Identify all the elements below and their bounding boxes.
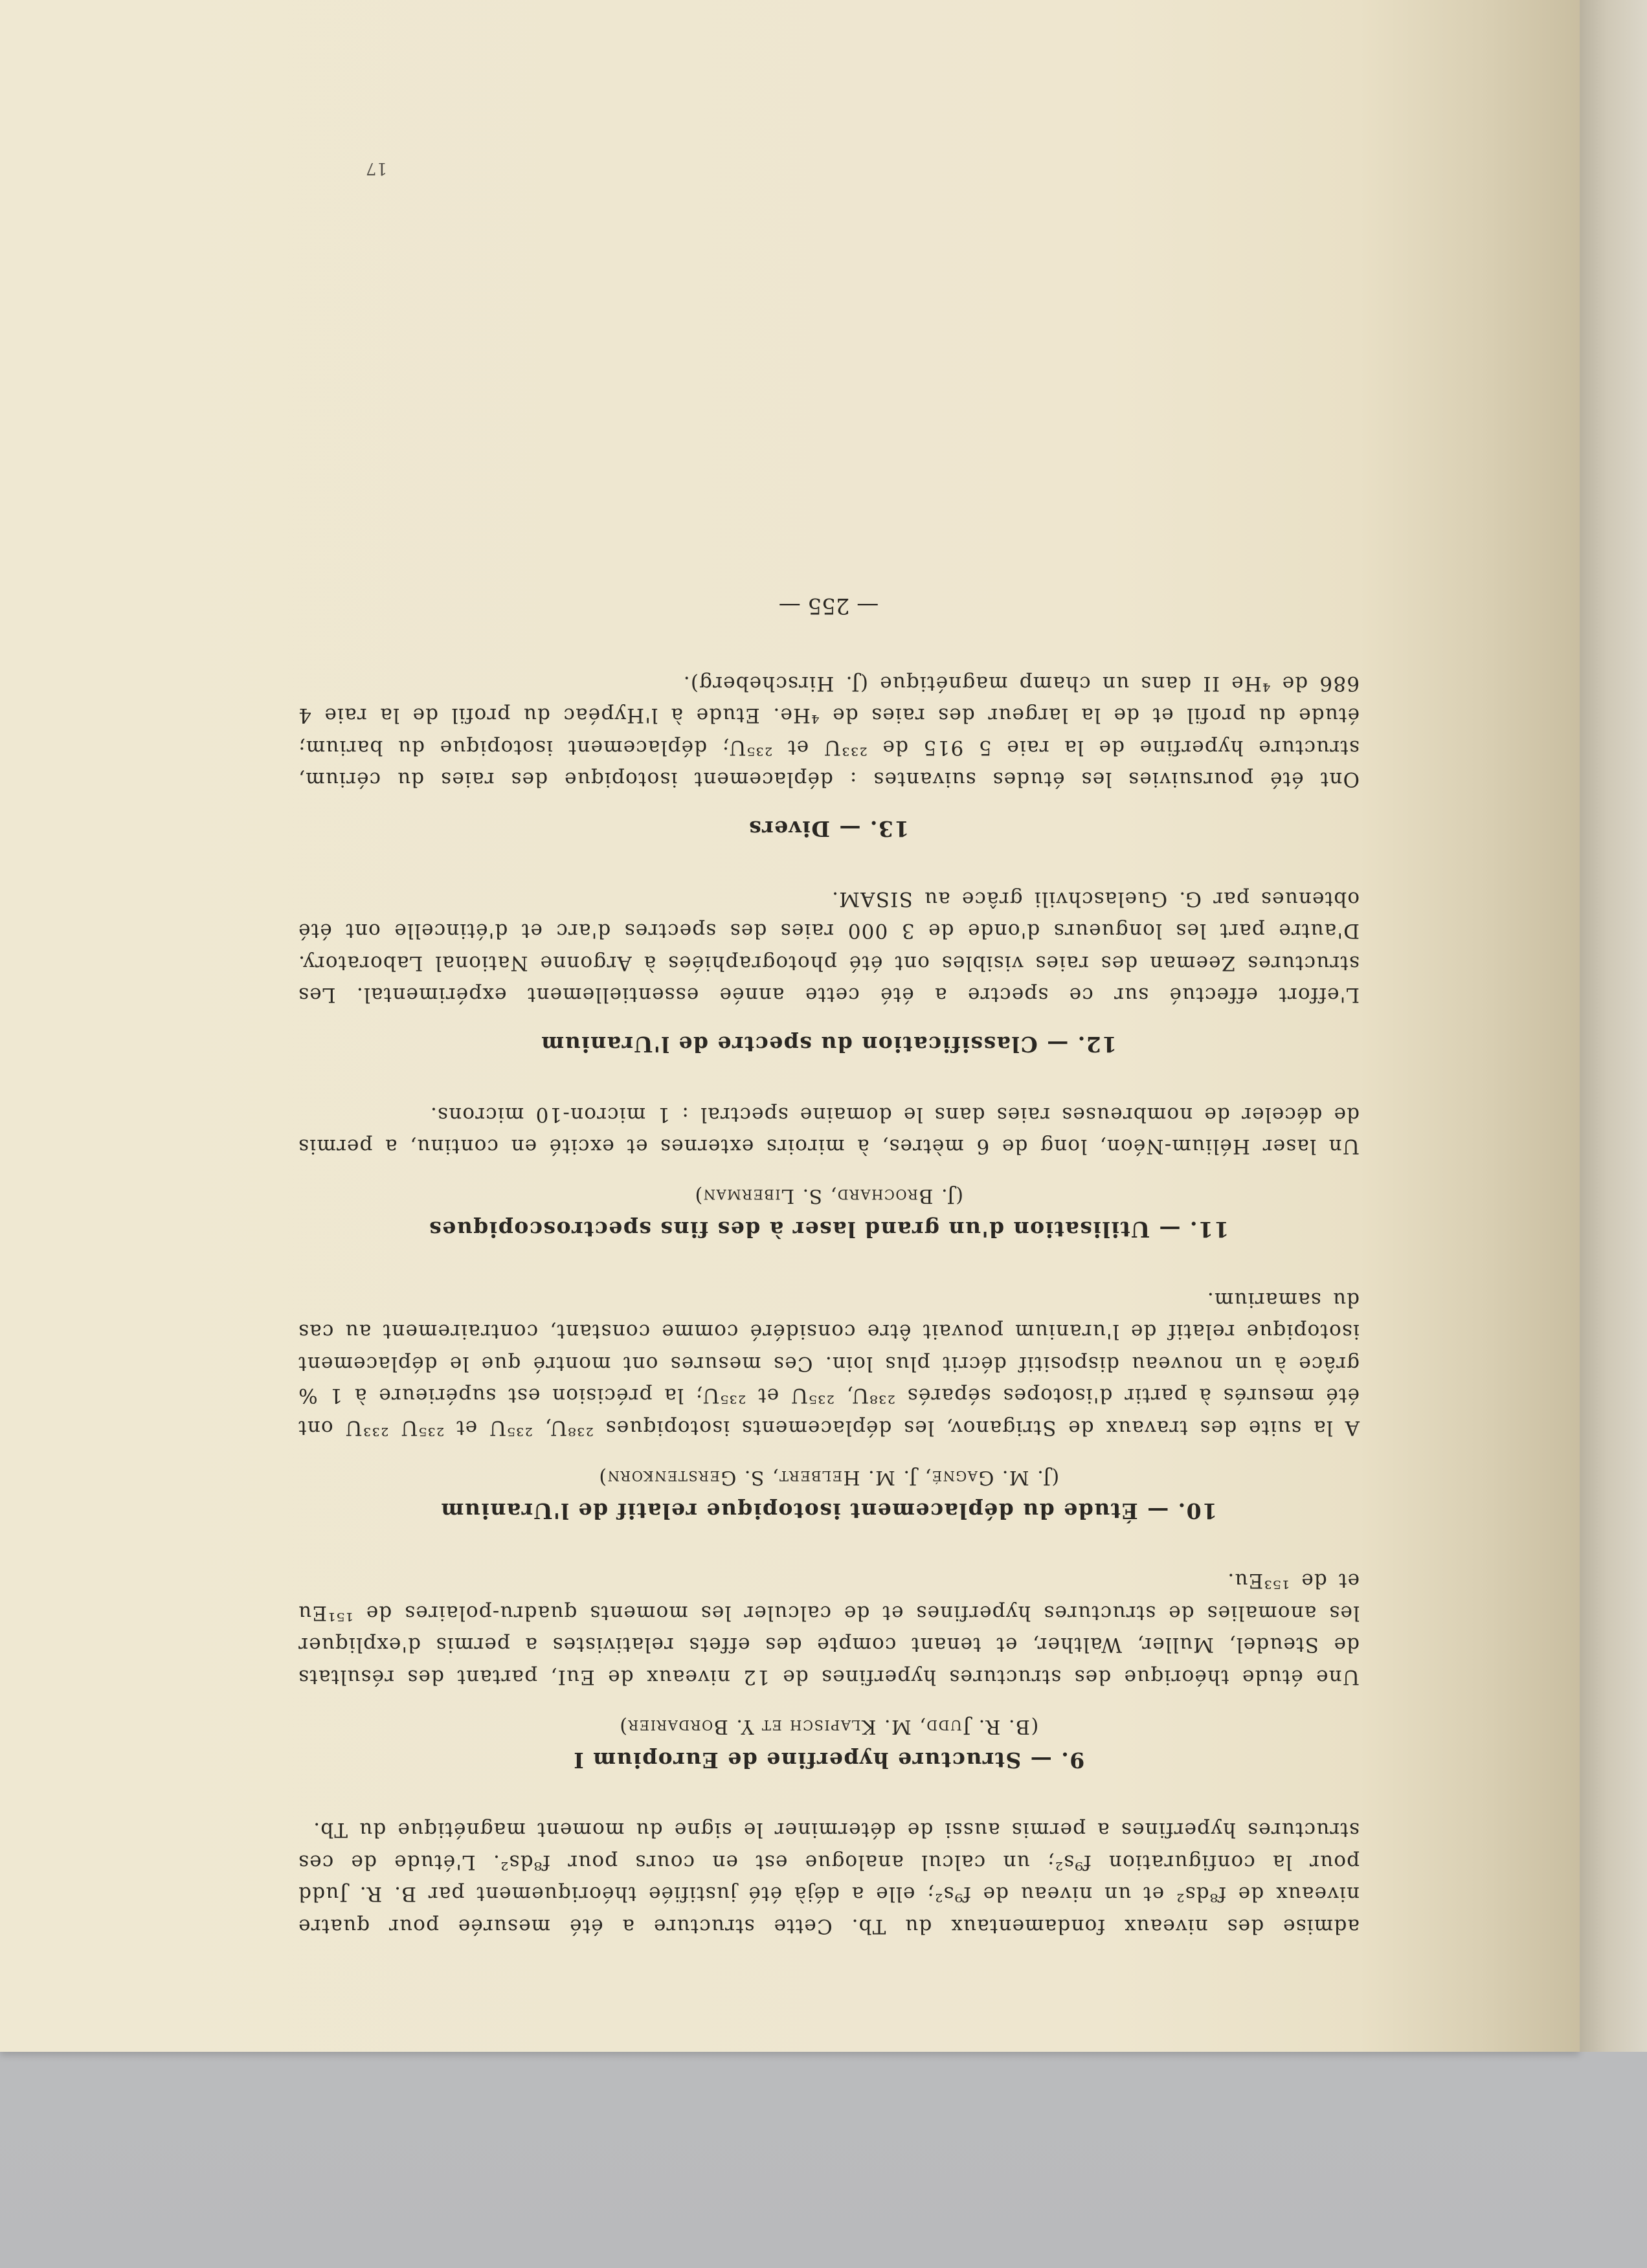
section-authors: (J. M. Gagné, J. M. Helbert, S. Gerstenkorn) [598,1466,1060,1489]
section-title: 11. — Utilisation d'un grand laser à des fins spectroscopiques [428,1217,1229,1243]
section-title: 9. — Structure hyperfine de Europium I [572,1748,1085,1773]
section-authors: (B. R. Judd, M. Klapisch et Y. Bordarier) [618,1715,1039,1738]
section-body: Un laser Hélium-Néon, long de 6 mètres, à miroirs externes et excité en continu, a permis de déceler de nombreuses raies dans le domaine spectral : 1 micron-10 microns. [298,1103,1360,1159]
section-body: Une étude théorique des structures hyperfines de 12 niveaux de EuI, partant des résultats de Steudel, Muller, Walther, et tenant compte des effets relativistes a permis d'expliquer les anomalies de structures hyperfines et de calculer les moments quadru-polaires de ¹⁵¹Eu et de ¹⁵³Eu. [298,1569,1360,1689]
section-body: L'effort effectué sur ce spectre a été cette année essentiellement expérimental. Les structures Zeeman des raies visibles ont été photographiées à Argonne National Laboratory. D'autre part les longueurs d'onde de 3 000 raies des spectres d'arc et d'étincelle ont été obtenues par G. Guelaschvili grâce au SISAM. [298,887,1360,1007]
intro-paragraph: admise des niveaux fondamentaux du Tb. Cette structure a été mesurée pour quatre niveaux de f⁸ds² et un niveau de f⁹s²; elle a déjà été justifiée théoriquement par B. R. Judd pour la configuration f⁹s²; un calcul analogue est en cours pour f⁸ds². L'étude de ces structures hyperfines a permis aussi de déterminer le signe du moment magnétique du Tb. [298,1818,1360,1938]
corner-page-mark: 17 [366,159,388,178]
section-12 [298,883,1360,1061]
section-body: A la suite des travaux de Striganov, les déplacements isotopiques ²³⁸U, ²³⁵U et ²³⁵U ²³³U ont été mesurés à partir d'isotopes séparés ²³⁸U, ²³⁵U et ²³⁵U; la précision est supérieure à 1 % grâce à un nouveau dispositif décrit plus loin. Ces mesures ont montré que le déplacement isotopique relatif de l'uranium pouvait être considéré comme constant, contrairement au cas du samarium. [298,1288,1360,1440]
section-title: 12. — Classification du spectre de l'Uranium [540,1032,1117,1058]
section-10 [298,1284,1360,1528]
section-9 [298,1564,1360,1776]
section-13 [298,667,1360,845]
section-11 [298,1098,1360,1246]
page-content-rotated [298,233,1360,1942]
section-title: 10. — Étude du déplacement isotopique relatif de l'Uranium [440,1498,1218,1524]
page-edge-shadow [1580,0,1647,2052]
page-number: — 255 — [778,593,879,619]
section-body: Ont été poursuivies les études suivantes : déplacement isotopique des raies du cérium, structure hyperfine de la raie 5 915 de ²³³U et ²³⁵U; déplacement isotopique du barium; étude du profil et de la largeur des raies de ⁴He. Etude à l'Hypéac du profil de la raie 4 686 de ⁴He II dans un champ magnétique (J. Hirscheberg). [298,672,1360,792]
section-title: 13. — Divers [748,816,910,842]
section-authors: (J. Brochard, S. Liberman) [694,1184,963,1208]
